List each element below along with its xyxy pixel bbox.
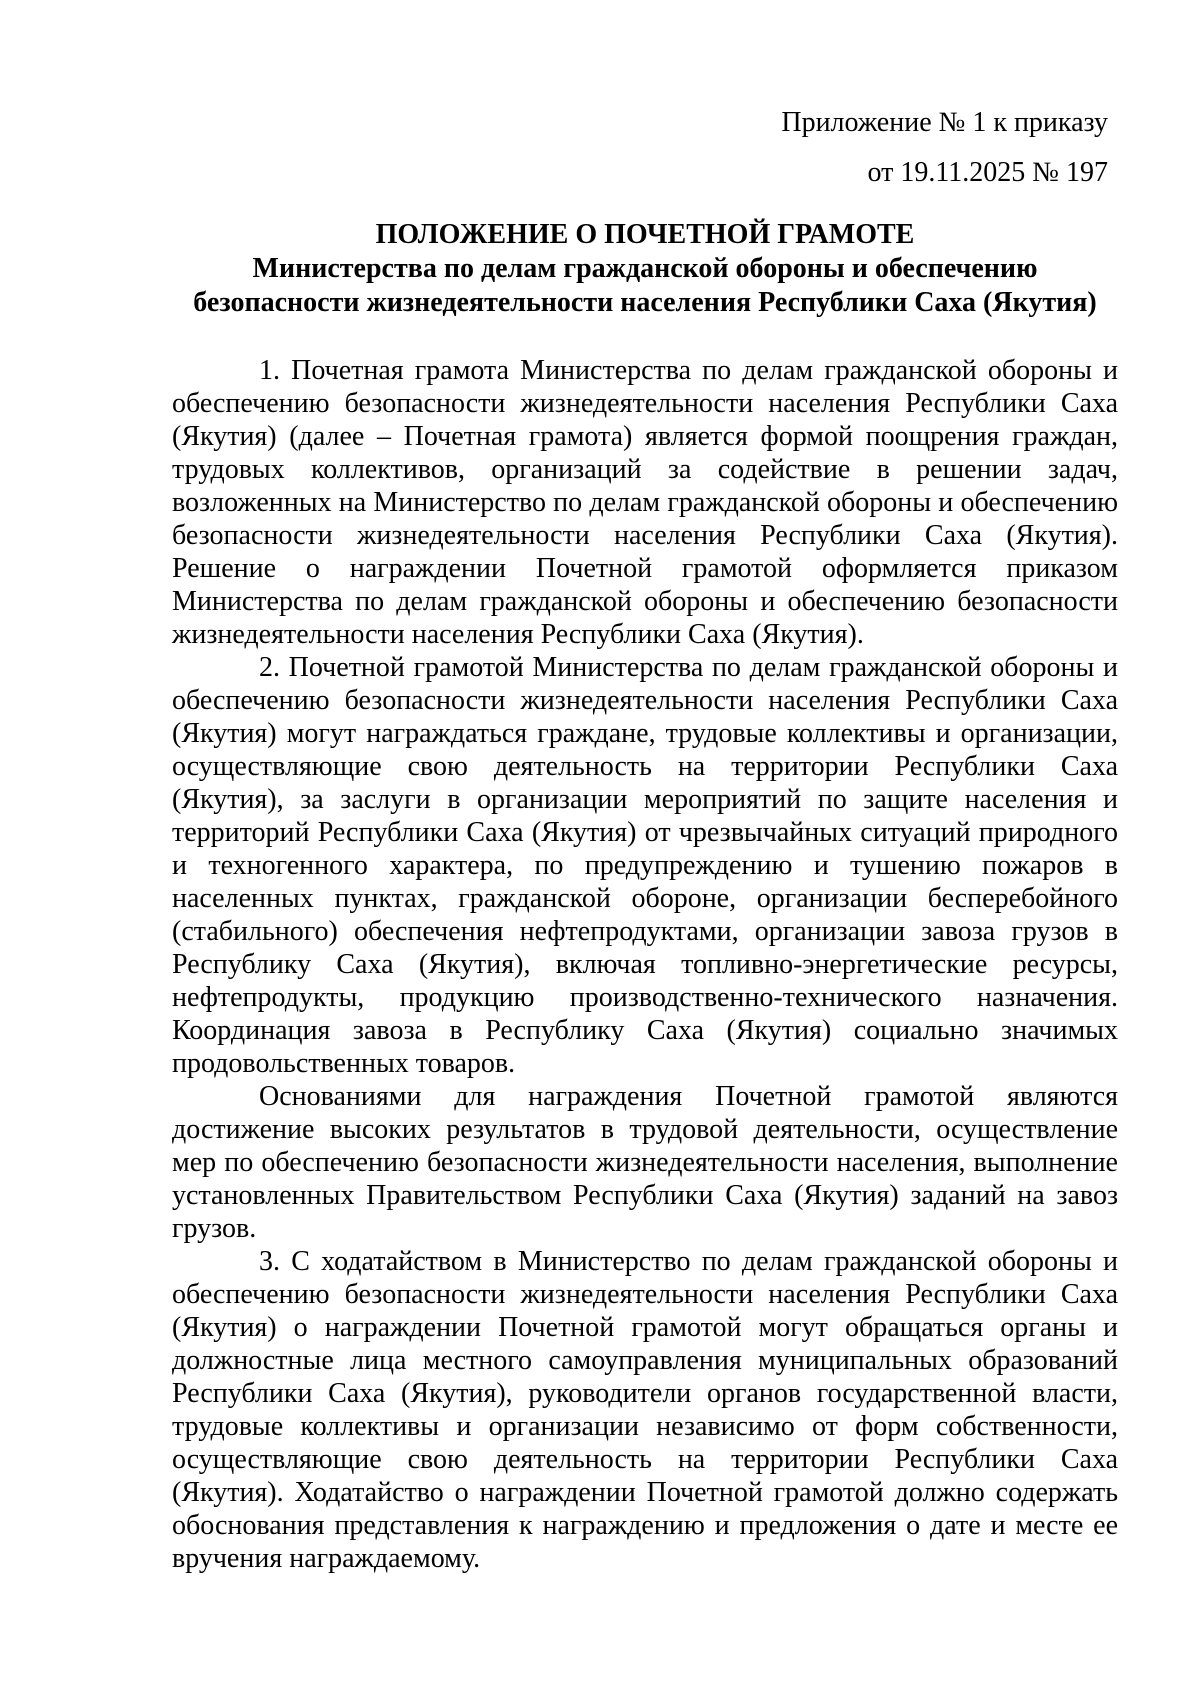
document-subtitle-line-2: безопасности жизнедеятельности населения Республики Саха (Якутия) (193, 287, 1097, 318)
document-subtitle-line-1: Министерства по делам гражданской обороны и обеспечению (252, 253, 1038, 284)
document-title: ПОЛОЖЕНИЕ О ПОЧЕТНОЙ ГРАМОТЕ (375, 219, 915, 250)
paragraph-1: 1. Почетная грамота Министерства по делам гражданской обороны и обеспечению безопасности жизнедеятельности населения Республики Саха (Якутия) (далее – Почетная грамота) является формой поощрения граждан, трудовых коллективов, организаций за содействие в решении задач, возложенных на Министерство по делам гражданской обороны и обеспечению безопасности жизнедеятельности населения Республики Саха (Якутия). Решение о награждении Почетной грамотой оформляется приказом Министерства по делам гражданской обороны и обеспечению безопасности жизнедеятельности населения Республики Саха (Якутия). (172, 355, 1118, 650)
document-body (172, 354, 1118, 1575)
paragraph-2-grounds: Основаниями для награждения Почетной грамотой являются достижение высоких результатов в трудовой деятельности, осуществление мер по обеспечению безопасности жизнедеятельности населения, выполнение установленных Правительством Республики Саха (Якутия) заданий на завоз грузов. (172, 1081, 1118, 1244)
document-heading (172, 218, 1118, 320)
annex-reference (781, 98, 1108, 198)
annex-line-2: от 19.11.2025 № 197 (867, 157, 1108, 188)
paragraph-3: 3. С ходатайством в Министерство по делам гражданской обороны и обеспечению безопасности жизнедеятельности населения Республики Саха (Якутия) о награждении Почетной грамотой могут обращаться органы и должностные лица местного самоуправления муниципальных образований Республики Саха (Якутия), руководители органов государственной власти, трудовые коллективы и организации независимо от форм собственности, осуществляющие свою деятельность на территории Республики Саха (Якутия). Ходатайство о награждении Почетной грамотой должно содержать обоснования представления к награждению и предложения о дате и месте ее вручения награждаемому. (172, 1246, 1118, 1574)
annex-line-1: Приложение № 1 к приказу (781, 107, 1108, 138)
paragraph-2: 2. Почетной грамотой Министерства по делам гражданской обороны и обеспечению безопасности жизнедеятельности населения Республики Саха (Якутия) могут награждаться граждане, трудовые коллективы и организации, осуществляющие свою деятельность на территории Республики Саха (Якутия), за заслуги в организации мероприятий по защите населения и территорий Республики Саха (Якутия) от чрезвычайных ситуаций природного и техногенного характера, по предупреждению и тушению пожаров в населенных пунктах, гражданской обороне, организации бесперебойного (стабильного) обеспечения нефтепродуктами, организации завоза грузов в Республику Саха (Якутия), включая топливно-энергетические ресурсы, нефтепродукты, продукцию производственно-технического назначения. Координация завоза в Республику Саха (Якутия) социально значимых продовольственных товаров. (172, 652, 1118, 1079)
